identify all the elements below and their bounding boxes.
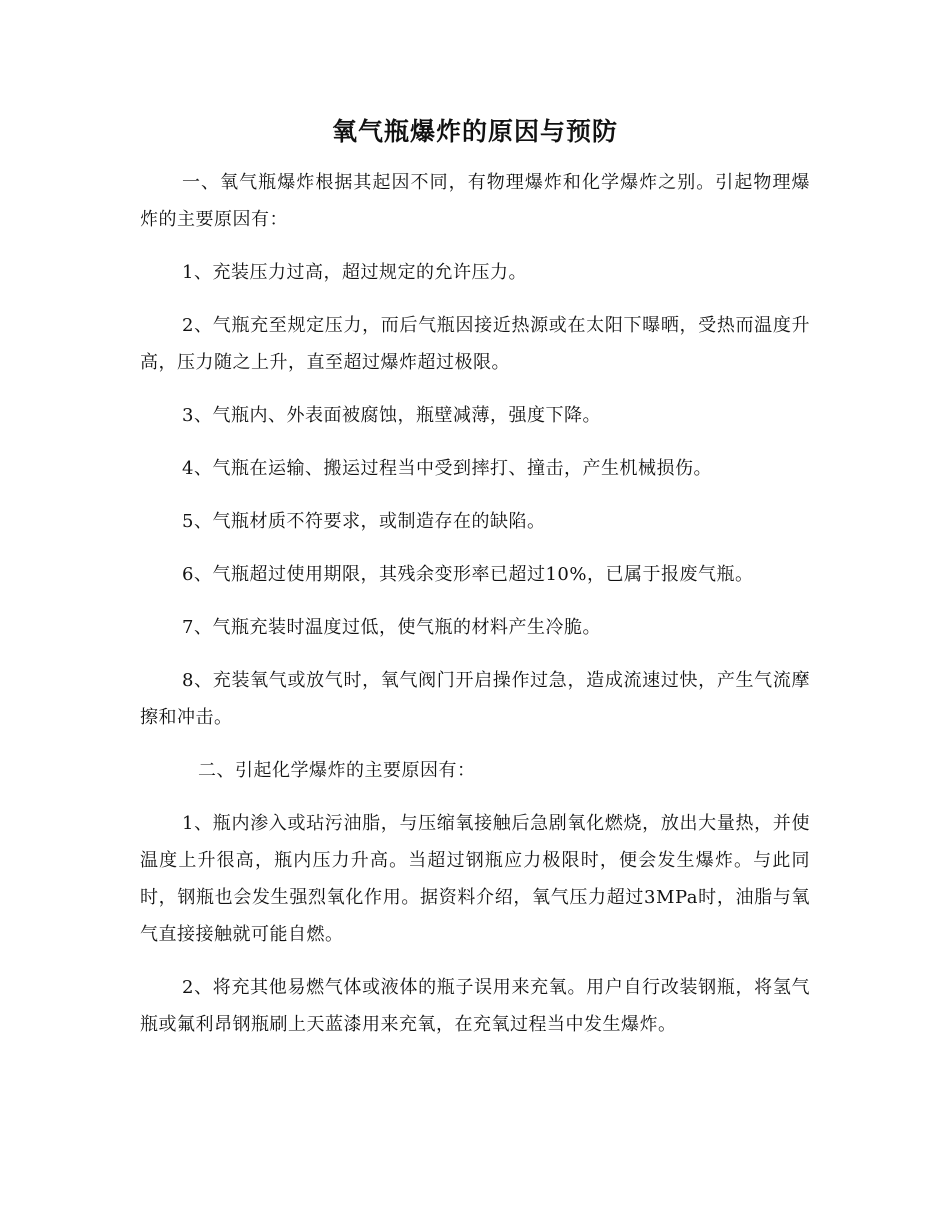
paragraph-physical-cause-5: 5、气瓶材质不符要求，或制造存在的缺陷。	[182, 511, 546, 532]
paragraph-physical-cause-1: 1、充装压力过高，超过规定的允许压力。	[182, 262, 527, 283]
section-heading-chemical: 二、引起化学爆炸的主要原因有：	[198, 760, 476, 781]
document-page	[140, 112, 810, 1059]
paragraph-intro: 一、氧气瓶爆炸根据其起因不同，有物理爆炸和化学爆炸之别。引起物理爆炸的主要原因有：	[140, 172, 810, 230]
paragraph-physical-cause-6: 6、气瓶超过使用期限，其残余变形率已超过10%，已属于报废气瓶。	[182, 564, 754, 585]
paragraph-physical-cause-2: 2、气瓶充至规定压力，而后气瓶因接近热源或在太阳下曝晒，受热而温度升高，压力随之上升，直至超过爆炸超过极限。	[140, 315, 810, 373]
paragraph-physical-cause-8: 8、充装氧气或放气时，氧气阀门开启操作过急，造成流速过快，产生气流摩擦和冲击。	[140, 670, 810, 728]
paragraph-physical-cause-4: 4、气瓶在运输、搬运过程当中受到摔打、撞击，产生机械损伤。	[182, 458, 712, 479]
paragraph-physical-cause-3: 3、气瓶内、外表面被腐蚀，瓶壁减薄，强度下降。	[182, 405, 601, 426]
document-title: 氧气瓶爆炸的原因与预防	[331, 117, 618, 146]
paragraph-chemical-cause-2: 2、将充其他易燃气体或液体的瓶子误用来充氧。用户自行改装钢瓶，将氢气瓶或氟利昂钢瓶刷上天蓝漆用来充氧，在充氧过程当中发生爆炸。	[140, 977, 810, 1035]
paragraph-physical-cause-7: 7、气瓶充装时温度过低，使气瓶的材料产生冷脆。	[182, 617, 601, 638]
paragraph-chemical-cause-1: 1、瓶内渗入或玷污油脂，与压缩氧接触后急剧氧化燃烧，放出大量热，并使温度上升很高，瓶内压力升高。当超过钢瓶应力极限时，便会发生爆炸。与此同时，钢瓶也会发生强烈氧化作用。据资料介绍，氧气压力超过3MPa时，油脂与氧气直接接触就可能自燃。	[140, 813, 810, 945]
